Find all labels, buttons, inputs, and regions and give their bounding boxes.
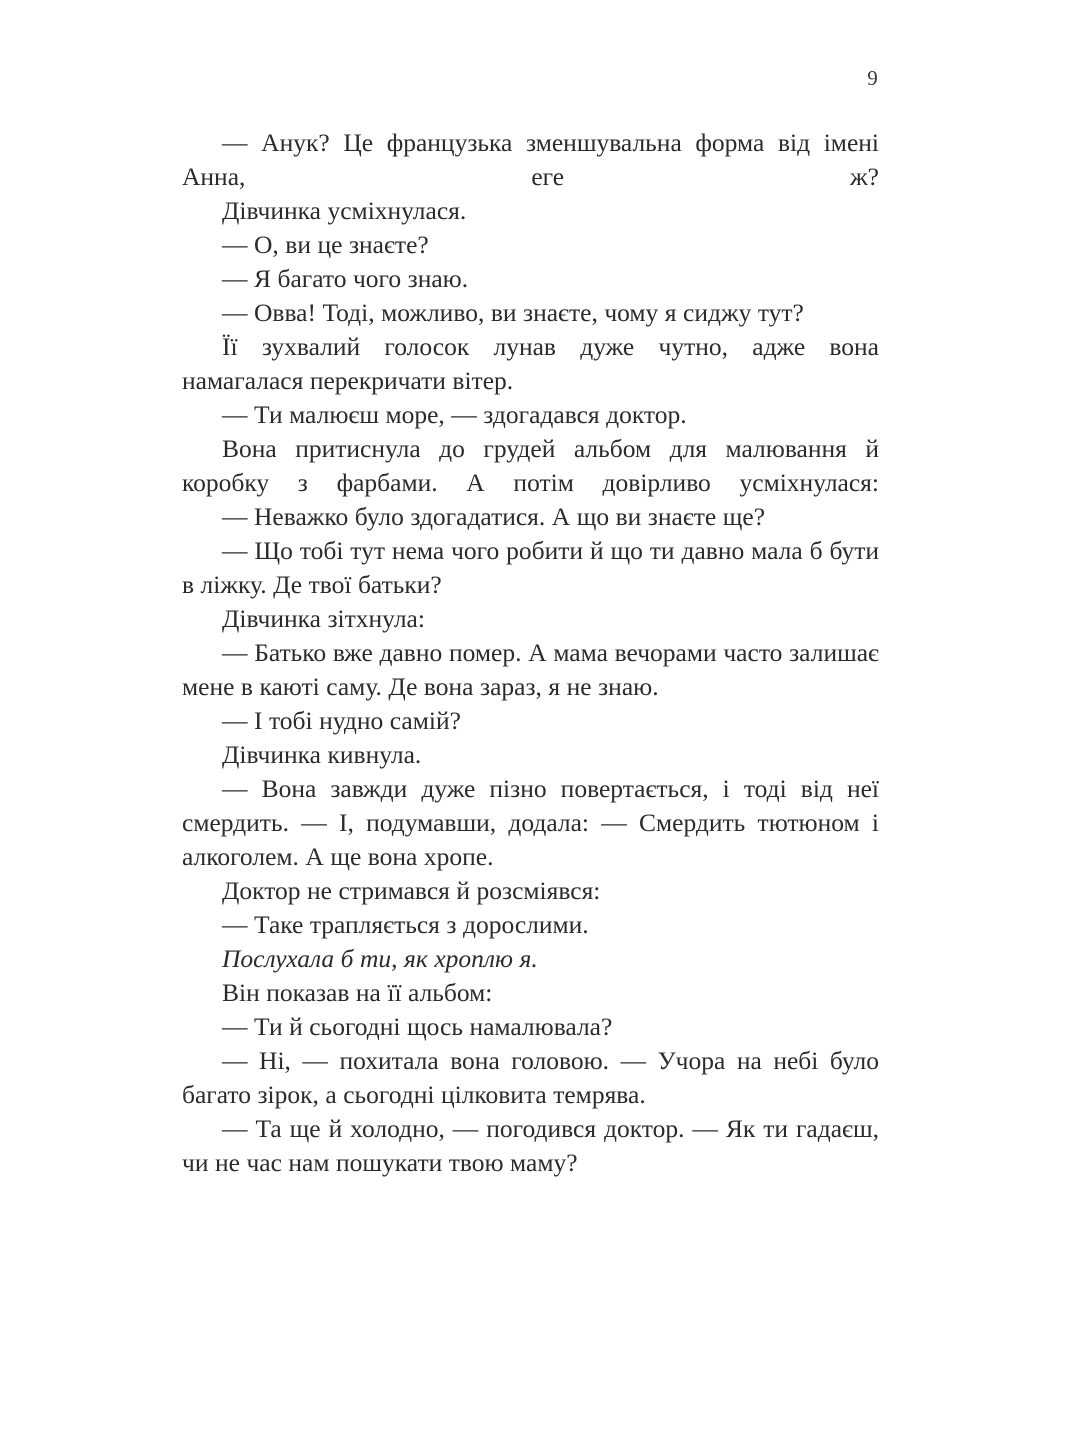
paragraph: Доктор не стримався й розсміявся:	[222, 876, 601, 905]
paragraph: — Анук? Це французька зменшувальна форма від імені Анна, еге ж?	[182, 128, 879, 191]
paragraph: Її зухвалий голосок лунав дуже чутно, адже вона намагалася перекричати вітер.	[182, 332, 879, 395]
paragraph: — Та ще й холодно, — погодився доктор. — Як ти гадаєш, чи не час нам пошукати твою маму?	[182, 1114, 879, 1177]
paragraph: — Що тобі тут нема чого робити й що ти давно мала б бути в ліжку. Де твої батьки?	[182, 536, 879, 599]
paragraph: Він показав на її альбом:	[222, 978, 493, 1007]
paragraph: — Ні, — похитала вона головою. — Учора на небі було багато зірок, а сьогодні цілковита темрява.	[182, 1046, 879, 1109]
paragraph: Дівчинка кивнула.	[222, 740, 422, 769]
paragraph: — Неважко було здогадатися. А що ви знаєте ще?	[222, 502, 766, 531]
paragraph: — Ти малюєш море, — здогадався доктор.	[222, 400, 687, 429]
page-number: 9	[867, 66, 878, 90]
paragraph: — Я багато чого знаю.	[222, 264, 469, 293]
paragraph: — Ти й сьогодні щось намалювала?	[222, 1012, 613, 1041]
paragraph: — І тобі нудно самій?	[222, 706, 461, 735]
paragraph: — Вона завжди дуже пізно повертається, і тоді від неї смердить. — І, подумавши, додала: — Смердить тютюном і алкоголем. А ще вона хропе.	[182, 774, 879, 871]
paragraph: Вона притиснула до грудей альбом для малювання й коробку з фарбами. А потім довірливо усміхнулася:	[182, 434, 879, 497]
paragraph: — Овва! Тоді, можливо, ви знаєте, чому я сиджу тут?	[222, 298, 804, 327]
paragraph: Дівчинка усміхнулася.	[222, 196, 467, 225]
paragraph: — О, ви це знаєте?	[222, 230, 429, 259]
paragraph: — Батько вже давно помер. А мама вечорами часто залишає мене в каюті саму. Де вона зараз, я не знаю.	[182, 638, 879, 701]
body-text-block	[182, 126, 879, 1180]
paragraph: — Таке трапляється з дорослими.	[222, 910, 589, 939]
paragraph-italic: Послухала б ти, як хроплю я.	[222, 944, 538, 973]
paragraph: Дівчинка зітхнула:	[222, 604, 425, 633]
